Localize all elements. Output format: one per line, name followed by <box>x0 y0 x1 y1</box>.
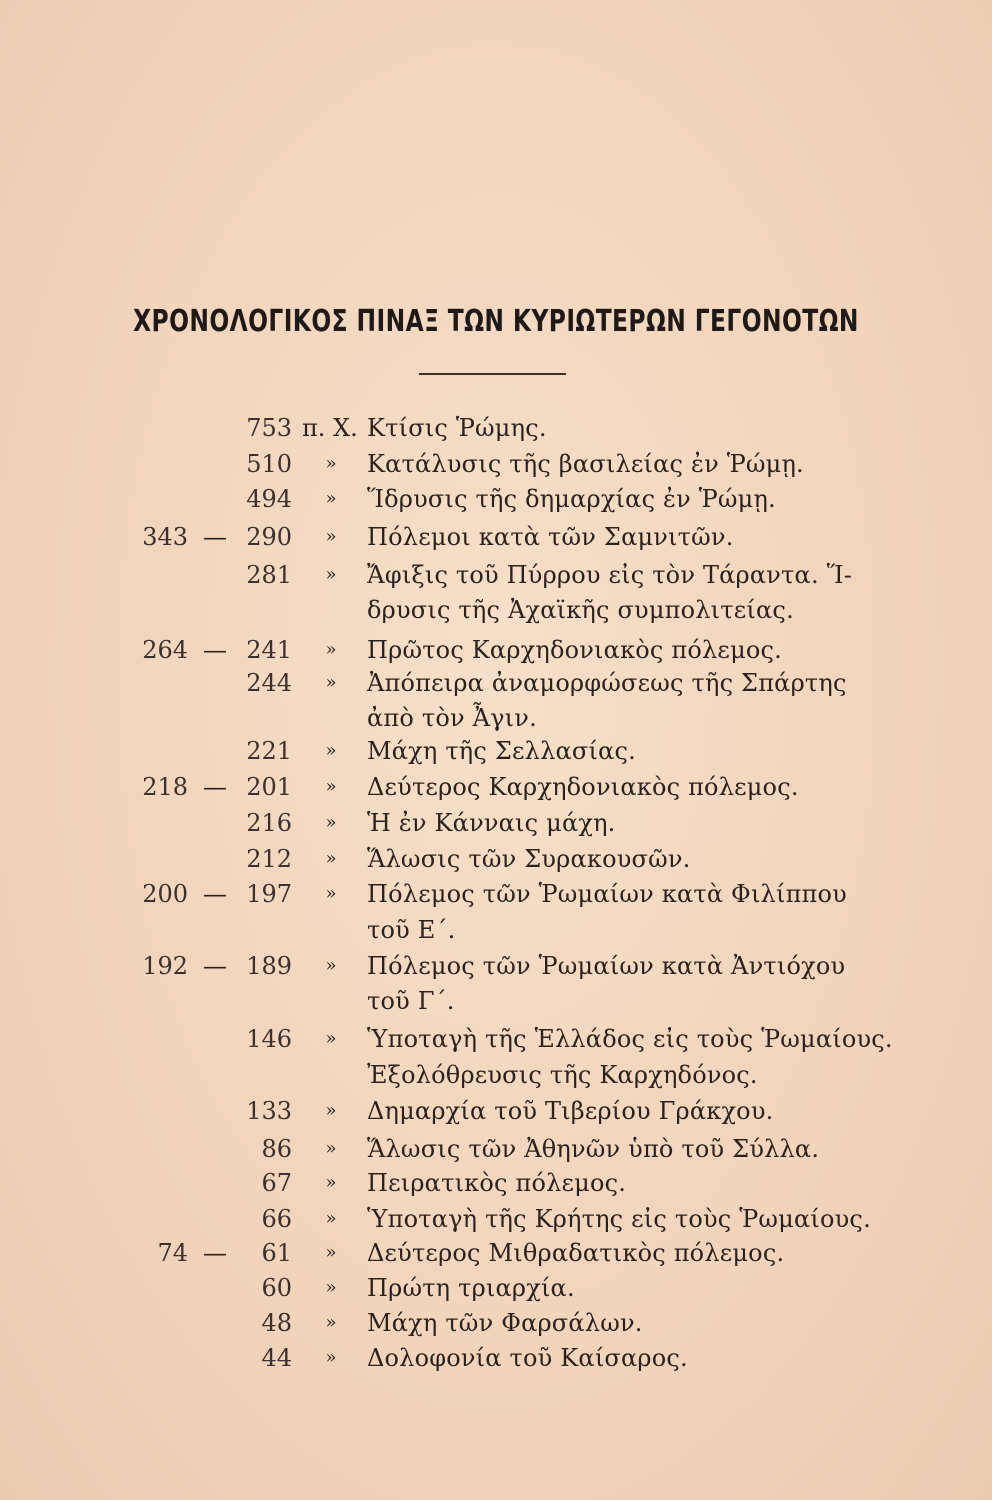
year: 133 <box>246 1097 292 1125</box>
range-start-year: 200 <box>142 880 188 908</box>
event-text: Πόλεμος τῶν Ῥωμαίων κατὰ Ἀντιόχου <box>367 952 846 980</box>
year: 753 <box>246 414 292 442</box>
chronology-row <box>0 948 992 984</box>
ditto-mark: » <box>325 1208 337 1229</box>
ditto-mark: » <box>325 848 337 869</box>
year: 67 <box>261 1169 292 1197</box>
chronology-row <box>0 841 992 877</box>
ditto-mark: » <box>325 955 337 976</box>
range-start-year: 218 <box>142 773 188 801</box>
event-text: Ὑποταγὴ τῆς Κρήτης εἰς τοὺς Ῥωμαίους. <box>367 1205 871 1233</box>
chronology-row <box>0 1201 992 1237</box>
chronology-row <box>0 632 992 668</box>
range-dash: — <box>203 1239 227 1267</box>
page-title: ΧΡΟΝΟΛΟΓΙΚΟΣ ΠΙΝΑΞ ΤΩΝ ΚΥΡΙΩΤΕΡΩΝ ΓΕΓΟΝΟΤΩΝ <box>133 304 859 339</box>
chronology-row <box>0 1057 992 1093</box>
range-dash: — <box>203 773 227 801</box>
event-text: Κτίσις Ῥώμης. <box>367 414 547 442</box>
chronology-row <box>0 1305 992 1341</box>
ditto-mark: » <box>325 1028 337 1049</box>
ditto-mark: » <box>325 812 337 833</box>
year: 61 <box>261 1239 292 1267</box>
year: 60 <box>261 1274 292 1302</box>
event-text: Πόλεμοι κατὰ τῶν Σαμνιτῶν. <box>367 523 734 551</box>
chronology-row <box>0 733 992 769</box>
chronology-row <box>0 876 992 912</box>
range-dash: — <box>203 523 227 551</box>
ditto-mark: » <box>325 672 337 693</box>
event-text: Πειρατικὸς πόλεμος. <box>367 1169 627 1197</box>
event-text: Ἀπόπειρα ἀναμορφώσεως τῆς Σπάρτης <box>367 669 847 697</box>
year: 216 <box>246 809 292 837</box>
event-text: Δημαρχία τοῦ Τιβερίου Γράκχου. <box>367 1097 774 1125</box>
chronology-row <box>0 665 992 701</box>
event-text: Μάχη τῶν Φαρσάλων. <box>367 1309 643 1337</box>
range-start-year: 343 <box>142 523 188 551</box>
ditto-mark: » <box>325 564 337 585</box>
chronology-row <box>0 1235 992 1271</box>
event-text: Δεύτερος Καρχηδονιακὸς πόλεμος. <box>367 773 799 801</box>
chronology-row <box>0 912 992 948</box>
range-start-year: 192 <box>142 952 188 980</box>
range-dash: — <box>203 636 227 664</box>
year: 241 <box>246 636 292 664</box>
event-text: Μάχη τῆς Σελλασίας. <box>367 737 636 765</box>
ditto-mark: » <box>325 740 337 761</box>
year: 197 <box>246 880 292 908</box>
ditto-mark: » <box>325 1312 337 1333</box>
chronology-row <box>0 1340 992 1376</box>
year: 66 <box>261 1205 292 1233</box>
ditto-mark: » <box>325 453 337 474</box>
chronology-row <box>0 1093 992 1129</box>
era-label: π. Χ. <box>302 414 358 442</box>
chronology-row <box>0 1270 992 1306</box>
chronology-row <box>0 446 992 482</box>
event-text: Πρῶτος Καρχηδονιακὸς πόλεμος. <box>367 636 782 664</box>
event-text: Ὑποταγὴ τῆς Ἑλλάδος εἰς τοὺς Ῥωμαίους. <box>367 1025 893 1053</box>
year: 290 <box>246 523 292 551</box>
chronology-row <box>0 1131 992 1167</box>
ditto-mark: » <box>325 1138 337 1159</box>
chronology-row <box>0 519 992 555</box>
year: 494 <box>246 485 292 513</box>
year: 48 <box>261 1309 292 1337</box>
year: 86 <box>261 1135 292 1163</box>
year: 510 <box>246 450 292 478</box>
event-text: Ἵδρυσις τῆς δημαρχίας ἐν Ῥώμῃ. <box>367 485 776 513</box>
chronology-row <box>0 1165 992 1201</box>
chronology-row <box>0 1021 992 1057</box>
event-text: Δεύτερος Μιθραδατικὸς πόλεμος. <box>367 1239 785 1267</box>
chronology-row <box>0 410 992 446</box>
chronology-row <box>0 481 992 517</box>
ditto-mark: » <box>325 1242 337 1263</box>
chronology-row <box>0 983 992 1019</box>
event-text: τοῦ Ε΄. <box>367 916 456 944</box>
ditto-mark: » <box>325 883 337 904</box>
chronology-row <box>0 700 992 736</box>
ditto-mark: » <box>325 776 337 797</box>
ditto-mark: » <box>325 1277 337 1298</box>
event-text: Ἅλωσις τῶν Συρακουσῶν. <box>367 845 691 873</box>
event-text: Ἄφιξις τοῦ Πύρρου εἰς τὸν Τάραντα. Ἵ- <box>367 561 853 589</box>
title-rule <box>419 373 566 375</box>
event-text: Ἐξολόθρευσις τῆς Καρχηδόνος. <box>367 1061 758 1089</box>
range-dash: — <box>203 880 227 908</box>
year: 201 <box>246 773 292 801</box>
year: 281 <box>246 561 292 589</box>
event-text: δρυσις τῆς Ἀχαϊκῆς συμπολιτείας. <box>367 596 794 624</box>
year: 244 <box>246 669 292 697</box>
chronology-row <box>0 805 992 841</box>
year: 189 <box>246 952 292 980</box>
range-start-year: 74 <box>157 1239 188 1267</box>
ditto-mark: » <box>325 1100 337 1121</box>
event-text: ἀπὸ τὸν Ἆγιν. <box>367 704 537 732</box>
chronology-row <box>0 557 992 593</box>
event-text: Δολοφονία τοῦ Καίσαρος. <box>367 1344 688 1372</box>
year: 44 <box>261 1344 292 1372</box>
event-text: Ἡ ἐν Κάνναις μάχη. <box>367 809 616 837</box>
ditto-mark: » <box>325 488 337 509</box>
ditto-mark: » <box>325 1172 337 1193</box>
ditto-mark: » <box>325 526 337 547</box>
range-dash: — <box>203 952 227 980</box>
event-text: τοῦ Γ΄. <box>367 987 455 1015</box>
event-text: Ἅλωσις τῶν Ἀθηνῶν ὑπὸ τοῦ Σύλλα. <box>367 1135 820 1163</box>
event-text: Πόλεμος τῶν Ῥωμαίων κατὰ Φιλίππου <box>367 880 847 908</box>
year: 221 <box>246 737 292 765</box>
year: 146 <box>246 1025 292 1053</box>
range-start-year: 264 <box>142 636 188 664</box>
event-text: Κατάλυσις τῆς βασιλείας ἐν Ῥώμῃ. <box>367 450 804 478</box>
chronology-row <box>0 592 992 628</box>
year: 212 <box>246 845 292 873</box>
ditto-mark: » <box>325 1347 337 1368</box>
chronology-row <box>0 769 992 805</box>
event-text: Πρώτη τριαρχία. <box>367 1274 575 1302</box>
ditto-mark: » <box>325 639 337 660</box>
